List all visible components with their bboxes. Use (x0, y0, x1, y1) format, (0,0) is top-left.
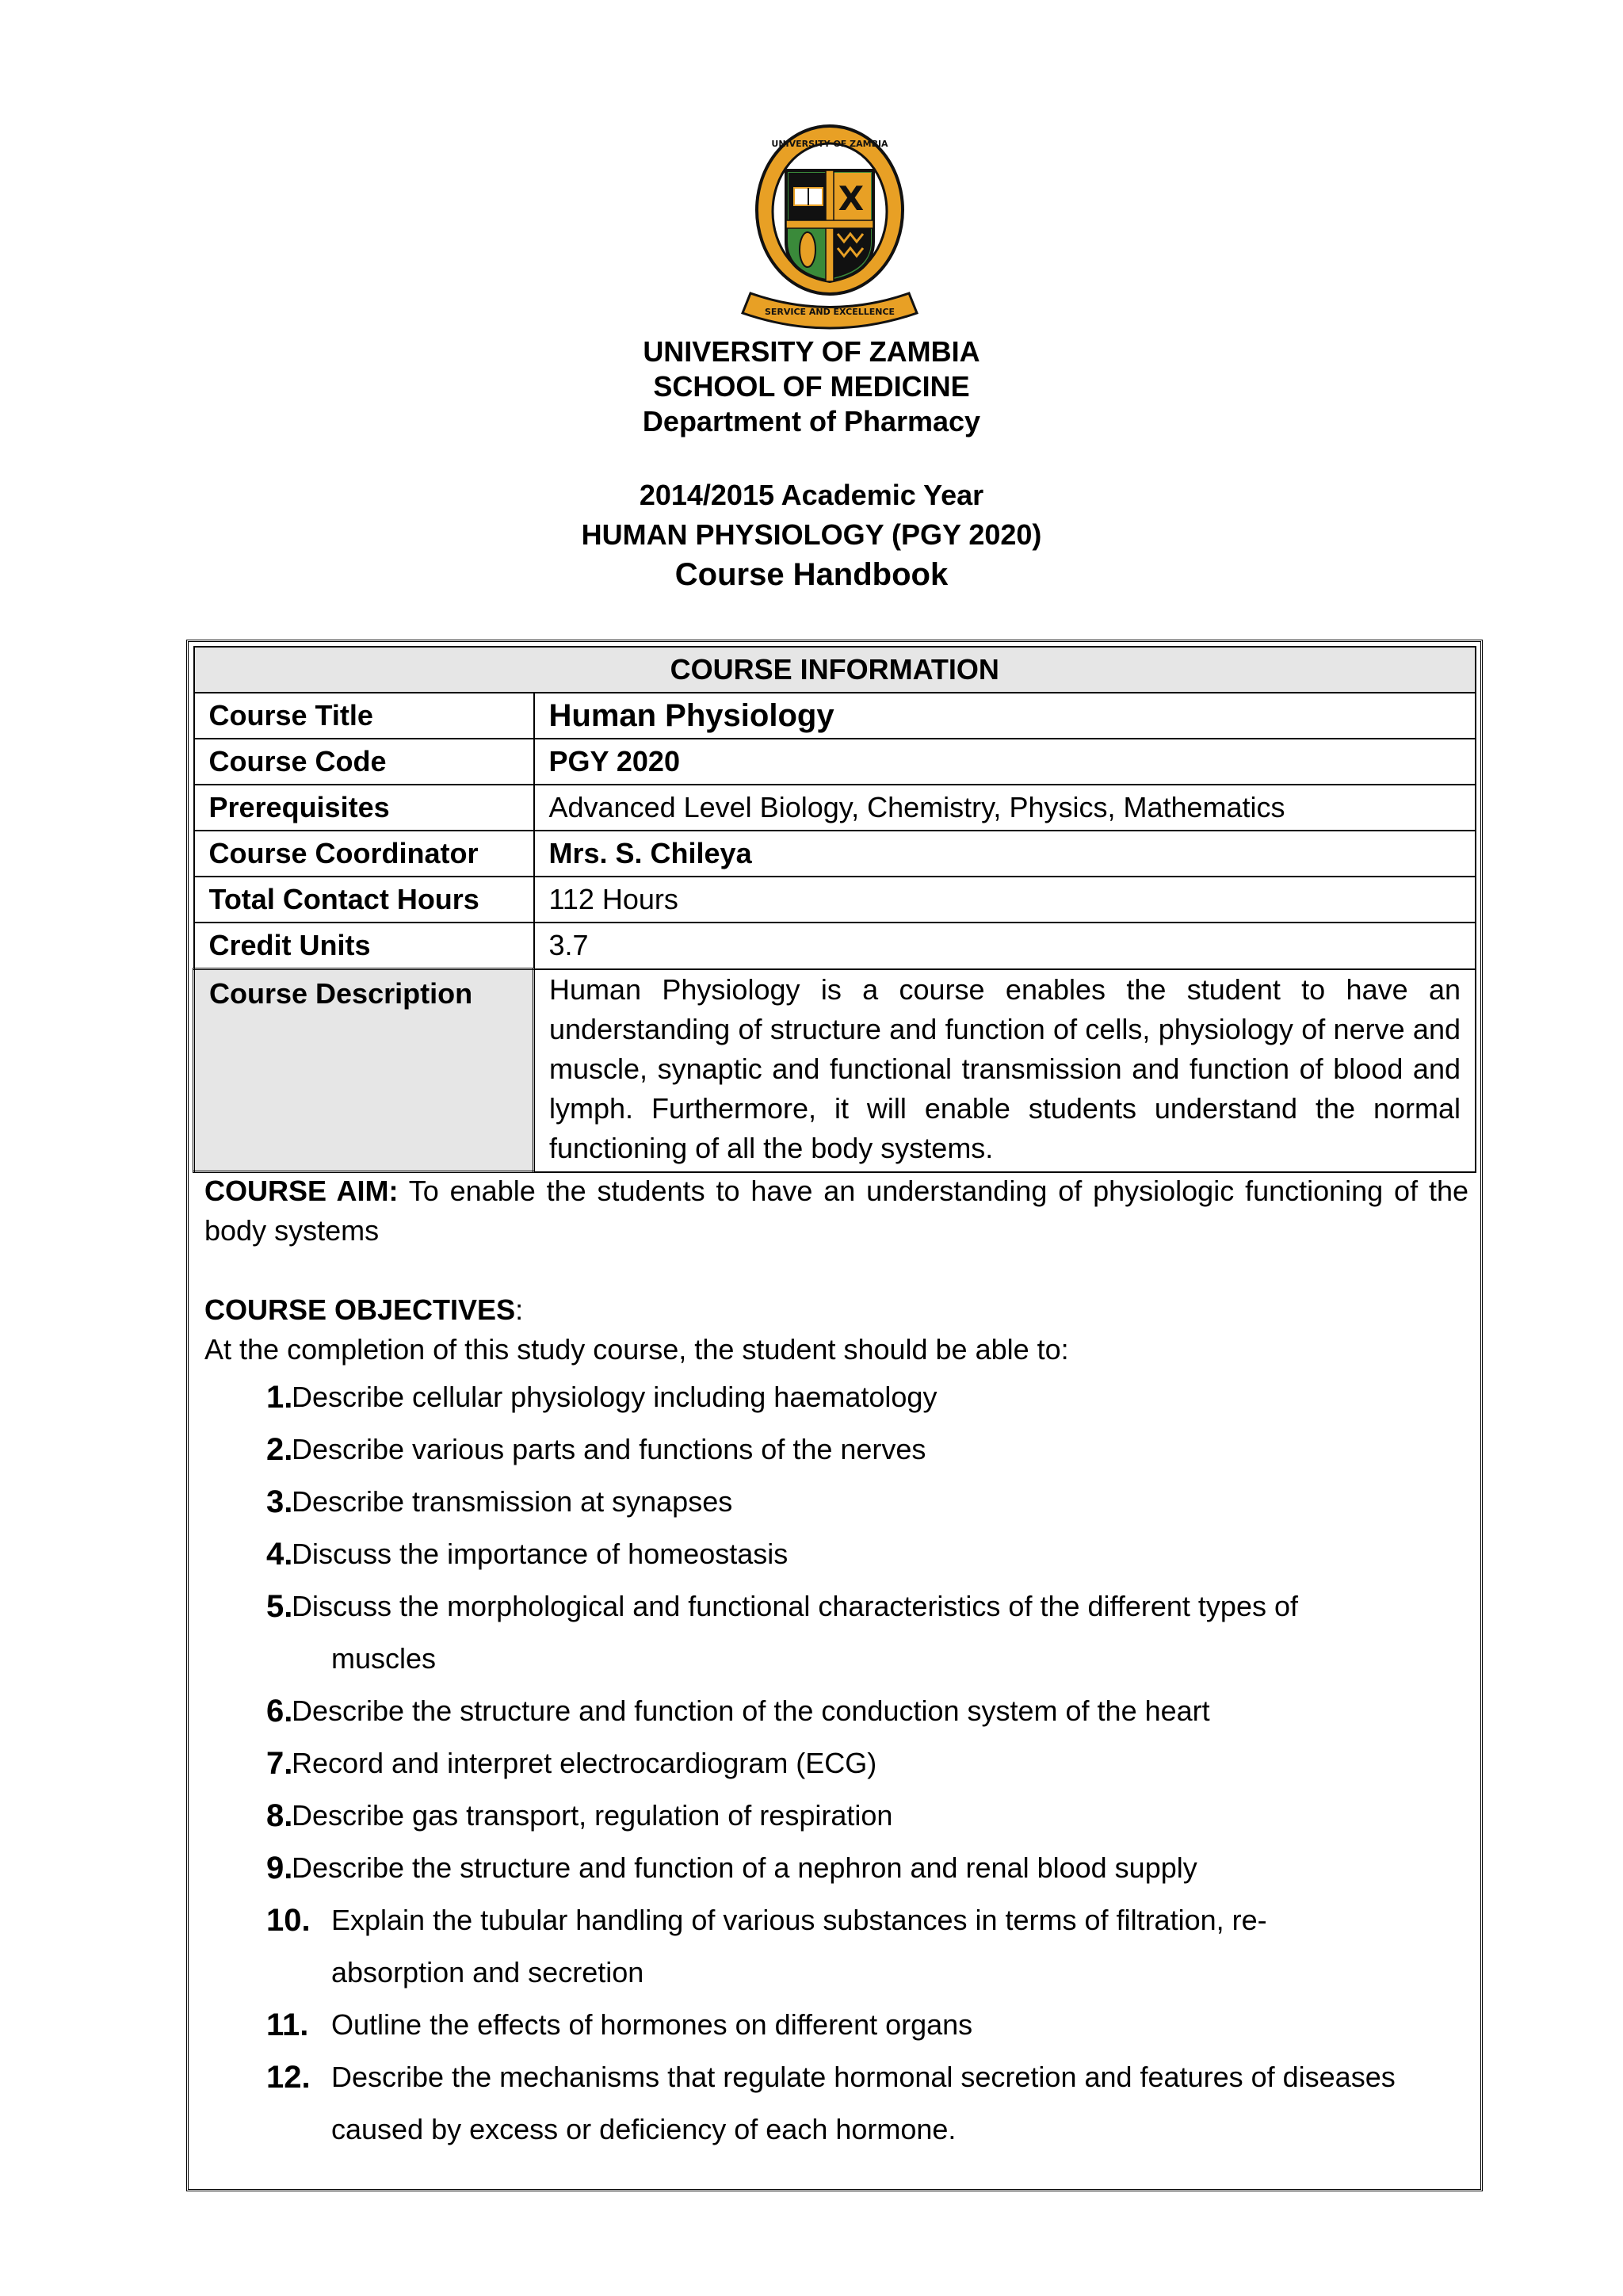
course-heading: HUMAN PHYSIOLOGY (PGY 2020) (581, 518, 1042, 551)
course-code-label: Course Code (194, 739, 534, 785)
objective-number: 9. (266, 1851, 293, 1885)
credit-units-label: Credit Units (194, 923, 534, 969)
course-information-table (193, 646, 1476, 1173)
prerequisites-value: Advanced Level Biology, Chemistry, Physics, Mathematics (534, 785, 1476, 831)
objective-text-continued: absorption and secretion (331, 1956, 644, 1988)
course-information-heading: COURSE INFORMATION (194, 647, 1476, 693)
objective-text: Describe gas transport, regulation of respiration (292, 1799, 893, 1832)
course-aim-text: To enable the students to have an understanding of physiologic functioning of the body systems (204, 1175, 1468, 1247)
list-item (204, 1476, 1468, 1528)
list-item (204, 1371, 1468, 1423)
prerequisites-label: Prerequisites (194, 785, 534, 831)
list-item (204, 1842, 1468, 1894)
objective-number: 12. (266, 2060, 311, 2095)
department-name: Department of Pharmacy (642, 405, 981, 437)
objective-text: Discuss the importance of homeostasis (292, 1538, 789, 1570)
list-item (204, 1999, 1468, 2051)
course-objectives-heading (204, 1290, 1468, 1330)
objective-text: Describe the mechanisms that regulate hormonal secretion and features of diseases (331, 2061, 1396, 2093)
course-title-value: Human Physiology (534, 693, 1476, 739)
crest-maize-icon (800, 232, 815, 267)
list-item (204, 1737, 1468, 1790)
credit-units-value: 3.7 (534, 923, 1476, 969)
total-contact-hours-value: 112 Hours (534, 877, 1476, 923)
course-title-label: Course Title (194, 693, 534, 739)
list-item (204, 1423, 1468, 1476)
objective-text: Discuss the morphological and functional characteristics of the different types of (292, 1590, 1299, 1622)
objective-number: 7. (266, 1746, 293, 1781)
objective-number: 4. (266, 1537, 293, 1572)
course-objectives-label: COURSE OBJECTIVES (204, 1293, 516, 1326)
table-row (194, 831, 1476, 877)
table-row (194, 785, 1476, 831)
course-aim-paragraph (204, 1171, 1468, 1251)
course-code-value: PGY 2020 (534, 739, 1476, 785)
table-row (194, 739, 1476, 785)
objective-text: Record and interpret electrocardiogram (ECG) (292, 1747, 877, 1779)
table-row (194, 923, 1476, 969)
objective-number: 8. (266, 1798, 293, 1833)
table-row (194, 693, 1476, 739)
list-item (204, 1580, 1468, 1685)
course-objectives-intro: At the completion of this study course, the student should be able to: (204, 1333, 1069, 1366)
objective-text: Describe the structure and function of the conduction system of the heart (292, 1694, 1210, 1727)
crest-x-mark: X (838, 179, 865, 218)
crest-cross-horizontal (786, 220, 873, 228)
crest-motto-text: SERVICE AND EXCELLENCE (764, 307, 896, 317)
objective-text: Describe transmission at synapses (292, 1485, 733, 1518)
university-name: UNIVERSITY OF ZAMBIA (643, 335, 980, 368)
list-item (204, 2051, 1468, 2156)
course-coordinator-label: Course Coordinator (194, 831, 534, 877)
objective-number: 2. (266, 1432, 293, 1467)
objective-number: 10. (266, 1903, 311, 1938)
table-header-row (194, 647, 1476, 693)
list-item (204, 1790, 1468, 1842)
course-objectives-colon: : (515, 1293, 524, 1326)
objective-text: Describe the structure and function of a nephron and renal blood supply (292, 1851, 1197, 1884)
objective-text: Explain the tubular handling of various substances in terms of filtration, re- (331, 1904, 1267, 1936)
course-aim-label: COURSE AIM: (204, 1175, 399, 1207)
academic-year: 2014/2015 Academic Year (639, 479, 984, 511)
objective-text-continued: caused by excess or deficiency of each hormone. (331, 2113, 957, 2145)
institution-header (0, 334, 1623, 439)
crest-graphic (735, 123, 925, 337)
objective-number: 3. (266, 1484, 293, 1519)
course-coordinator-value: Mrs. S. Chileya (534, 831, 1476, 877)
objective-number: 6. (266, 1694, 293, 1729)
course-objectives-list (204, 1371, 1468, 2156)
list-item (204, 1685, 1468, 1737)
school-name: SCHOOL OF MEDICINE (653, 370, 970, 403)
list-item (204, 1894, 1468, 1999)
course-description-label: Course Description (194, 969, 534, 1172)
course-aim-section (204, 1171, 1468, 1370)
table-row (194, 877, 1476, 923)
course-heading-block (0, 476, 1623, 555)
objective-text-continued: muscles (331, 1642, 437, 1675)
document-title: Course Handbook (674, 557, 949, 592)
crest-top-text: UNIVERSITY OF ZAMBIA (771, 139, 888, 149)
total-contact-hours-label: Total Contact Hours (194, 877, 534, 923)
objective-number: 11. (266, 2008, 309, 2042)
objective-number: 1. (266, 1380, 293, 1415)
objective-text: Describe various parts and functions of the nerves (292, 1433, 926, 1465)
table-row (194, 969, 1476, 1172)
course-description-value: Human Physiology is a course enables the student to have an understanding of structure and function of cells, physiology of nerve and muscle, synaptic and functional transmission and function of blood and lymph. Furthermore, it will enable students understand the normal functioning of all the body systems. (534, 969, 1476, 1172)
list-item (204, 1528, 1468, 1580)
university-crest-logo (735, 123, 925, 337)
course-information-box (186, 640, 1483, 2191)
objective-text: Describe cellular physiology including haematology (292, 1381, 938, 1413)
objective-number: 5. (266, 1589, 293, 1624)
objective-text: Outline the effects of hormones on different organs (331, 2008, 973, 2041)
